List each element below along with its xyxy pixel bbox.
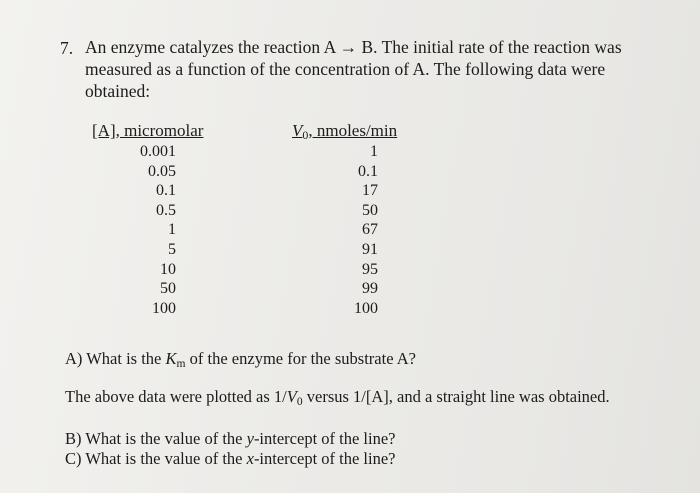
- concentration-value: 0.1: [156, 182, 176, 200]
- plot-statement-suffix: versus 1/[A], and a straight line was obtained.: [302, 387, 610, 406]
- concentration-value: 0.001: [140, 143, 176, 160]
- plot-statement: [65, 387, 610, 408]
- v0-symbol: V: [286, 387, 297, 406]
- rate-column: [318, 142, 378, 318]
- question-b-suffix: -intercept of the line?: [253, 429, 396, 448]
- concentration-value: 0.05: [148, 162, 176, 180]
- question-a-suffix: of the enzyme for the substrate A?: [185, 349, 416, 368]
- question-c-prefix: C) What is the value of the: [65, 449, 247, 468]
- rate-value: 1: [370, 143, 378, 160]
- rate-value: 67: [362, 221, 378, 239]
- rate-value: 99: [362, 280, 378, 298]
- question-b-prefix: B) What is the value of the: [65, 429, 247, 448]
- rate-symbol: V: [292, 121, 303, 140]
- question-b: [65, 429, 396, 449]
- question-c-suffix: -intercept of the line?: [253, 449, 396, 468]
- problem-text-line-3: obtained:: [85, 81, 151, 101]
- concentration-value: 0.5: [156, 201, 176, 219]
- rate-subscript: 0: [302, 128, 309, 142]
- column-header-rate: [292, 121, 397, 143]
- question-a: [65, 349, 416, 370]
- rate-value: 91: [362, 240, 378, 258]
- problem-text-line-1: An enzyme catalyzes the reaction A → B. The initial rate of the reaction was: [85, 37, 622, 57]
- concentration-value: 10: [160, 260, 176, 278]
- concentration-value: 100: [152, 299, 176, 317]
- question-c: [65, 449, 396, 469]
- rate-value: 17: [362, 182, 378, 200]
- v0-subscript: 0: [296, 396, 303, 408]
- concentration-value: 1: [168, 221, 176, 239]
- rate-value: 100: [354, 299, 378, 317]
- plot-statement-prefix: The above data were plotted as 1/: [65, 387, 287, 406]
- rate-value: 95: [362, 260, 378, 278]
- concentration-value: 5: [168, 240, 176, 258]
- y-symbol: y: [246, 429, 254, 448]
- column-header-concentration: [A], micromolar: [92, 121, 204, 140]
- km-symbol: K: [165, 349, 177, 368]
- rate-value: 0.1: [358, 162, 378, 180]
- problem-number: 7.: [60, 38, 74, 58]
- concentration-column: [96, 142, 176, 318]
- rate-unit: , nmoles/min: [308, 121, 398, 140]
- rate-value: 50: [362, 201, 378, 219]
- question-a-prefix: A) What is the: [65, 349, 166, 368]
- x-symbol: x: [246, 449, 254, 468]
- km-subscript: m: [176, 358, 186, 370]
- problem-text-line-2: measured as a function of the concentration of A. The following data were: [85, 59, 606, 79]
- concentration-value: 50: [160, 280, 176, 298]
